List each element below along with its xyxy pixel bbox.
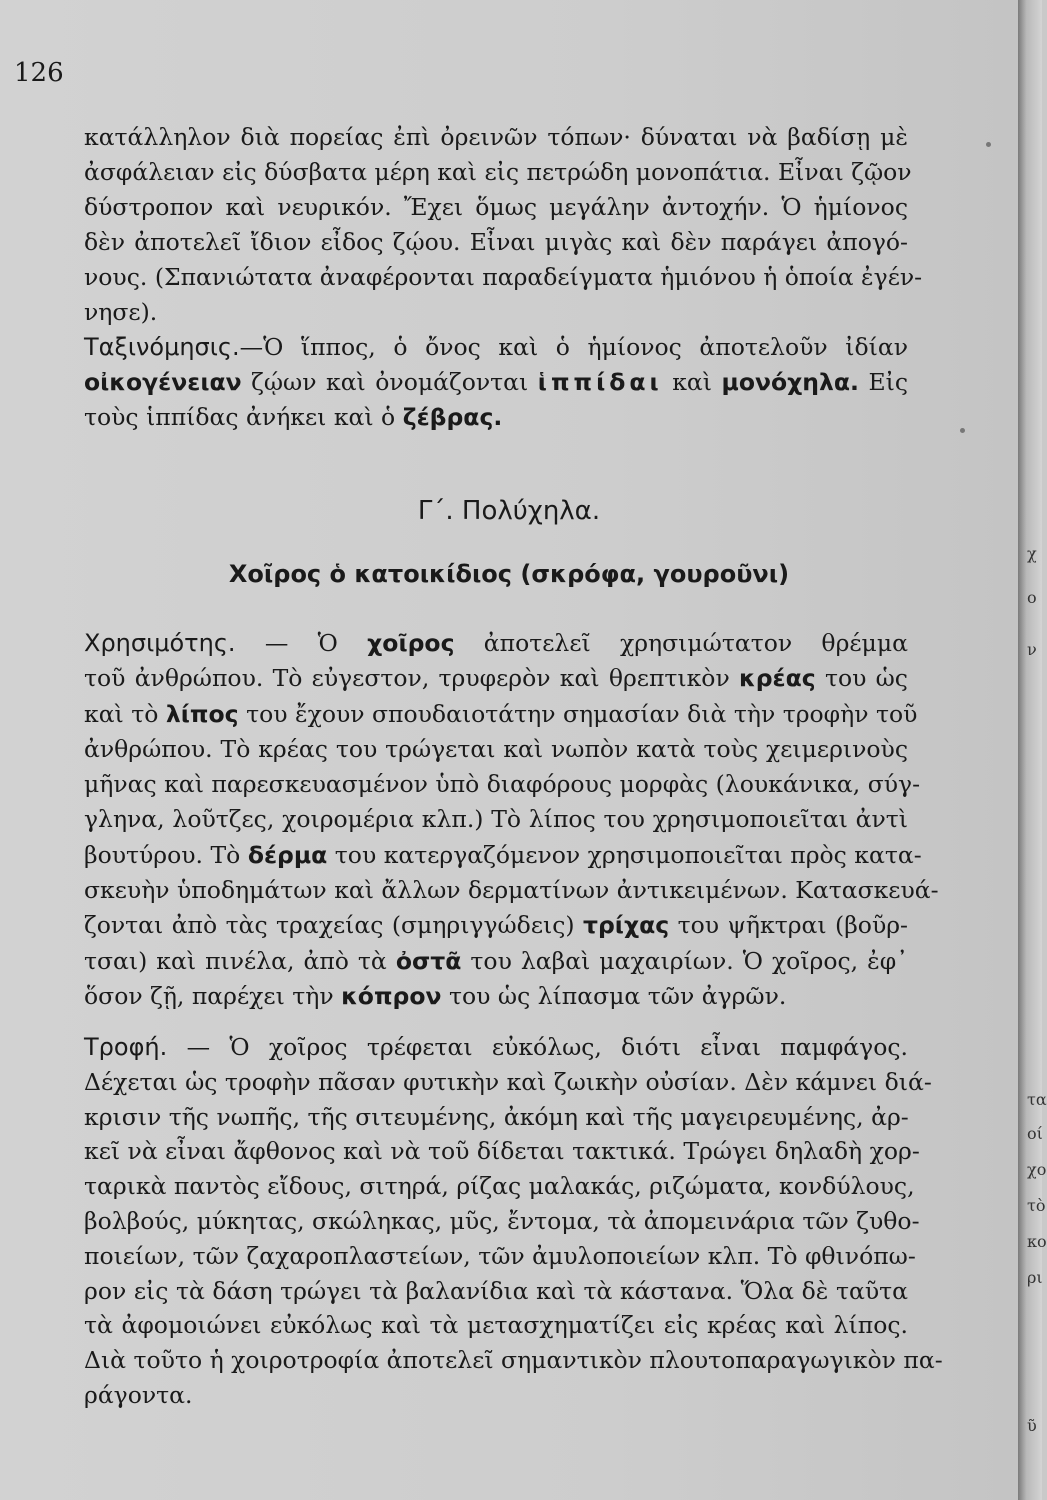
usefulness-line-11 <box>84 979 908 1014</box>
taxonomy-line-2 <box>84 365 908 400</box>
speck <box>960 428 965 433</box>
text-line: ταρικὰ παντὸς εἴδους, σιτηρά, ρίζας μαλακάς, ριζώματα, κονδύλους, <box>84 1172 915 1201</box>
text-fragment: Ὁ ἵππος, ὁ ὄνος καὶ ὁ ἡμίονος ἀποτελοῦν ἰδίαν <box>263 333 908 361</box>
text-line: κρισιν τῆς νωπῆς, τῆς σιτευμένης, ἀκόμη καὶ τῆς μαγειρευμένης, ἀρ- <box>84 1102 909 1131</box>
text-line: δύστροπον καὶ νευρικόν. Ἔχει ὅμως μεγάλην ἀντοχήν. Ὁ ἡμίονος <box>84 193 908 221</box>
text-line: κατάλληλον διὰ πορείας ἐπὶ ὀρεινῶν τόπων· δύναται νὰ βαδίσῃ μὲ <box>84 123 908 151</box>
term-meat: κρέας <box>739 664 816 693</box>
text-fragment: ἀποτελεῖ χρησιμώτατον θρέμμα <box>483 629 908 657</box>
text-fragment: του λαβαὶ μαχαιρίων. Ὁ χοῖρος, ἐφ᾽ <box>470 946 908 975</box>
usefulness-line-2 <box>84 661 908 696</box>
text-fragment: Ὁ <box>317 629 338 657</box>
text-line: κεῖ νὰ εἶναι ἄφθονος καὶ νὰ τοῦ δίδεται τακτικά. Τρώγει δηλαδὴ χορ- <box>84 1137 920 1166</box>
text-block-food <box>84 1030 943 1413</box>
text-fragment: βουτύρου. Τὸ <box>84 840 241 869</box>
term-fat: λίπος <box>165 699 239 728</box>
usefulness-line-7 <box>84 838 922 873</box>
usefulness-line-3 <box>84 697 918 732</box>
margin-fragment: ο <box>1027 588 1037 607</box>
dash: — <box>264 629 289 657</box>
term-zebra: ζέβρας. <box>402 403 503 431</box>
text-line: ἀνθρώπου. Τὸ κρέας του τρώγεται καὶ νωπὸν κατὰ τοὺς χειμερινοὺς <box>84 734 908 763</box>
text-block-usefulness <box>84 626 939 1014</box>
margin-fragment: κο <box>1027 1232 1047 1251</box>
margin-fragment: τα <box>1027 1090 1047 1109</box>
text-fragment: ζονται ἀπὸ τὰς τραχείας (σμηριγγώδεις) <box>84 911 575 940</box>
text-fragment: του ἔχουν σπουδαιοτάτην σημασίαν διὰ τὴν τροφὴν τοῦ <box>246 699 918 728</box>
text-line: γληνα, λοῦτζες, χοιρομέρια κλπ.) Τὸ λίπος του χρησιμοποιεῖται ἀντὶ <box>84 805 908 834</box>
text-line: δὲν ἀποτελεῖ ἴδιον εἶδος ζῴου. Εἶναι μιγὰς καὶ δὲν παράγει ἀπογό- <box>84 228 908 256</box>
text-line: ράγοντα. <box>84 1380 193 1409</box>
text-line: ρον εἰς τὰ δάση τρώγει τὰ βαλανίδια καὶ τὰ κάστανα. Ὅλα δὲ ταῦτα <box>84 1276 908 1305</box>
term-skin: δέρμα <box>247 840 328 869</box>
text-fragment: του ψῆκτραι (βοῦρ- <box>677 911 908 940</box>
text-fragment: ὅσον ζῇ, παρέχει τὴν <box>84 981 334 1010</box>
chapter-title: Χοῖρος ὁ κατοικίδιος (σκρόφα, γουροῦνι) <box>228 560 790 588</box>
term-bones: ὀστᾶ <box>395 946 462 975</box>
text-fragment: Εἰς <box>868 368 908 396</box>
term-monochela: μονόχηλα. <box>721 368 859 396</box>
text-fragment: του ὡς λίπασμα τῶν ἀγρῶν. <box>449 981 787 1010</box>
margin-fragment: ρι <box>1027 1268 1043 1287</box>
text-line: τὰ ἀφομοιώνει εὐκόλως καὶ τὰ μετασχηματίζει εἰς κρέας καὶ λίπος. <box>84 1311 908 1340</box>
term-manure: κόπρον <box>341 981 442 1010</box>
text-fragment: καὶ τὸ <box>84 699 159 728</box>
term-hippids: ἱππίδαι <box>537 368 663 396</box>
text-block-mule <box>84 120 923 435</box>
usefulness-line-9 <box>84 908 908 943</box>
term-pig: χοῖρος <box>367 629 455 657</box>
text-fragment: ζῴων καὶ ὀνομάζονται <box>251 368 529 396</box>
term-bristles: τρίχας <box>582 911 670 940</box>
text-line: νησε). <box>84 298 158 326</box>
taxonomy-heading: Ταξινόμησις. <box>84 333 240 361</box>
text-fragment: του κατεργαζόμενον χρησιμοποιεῖται πρὸς κατα- <box>334 840 922 869</box>
margin-fragment: χο <box>1027 1160 1047 1179</box>
dash: — <box>239 333 264 361</box>
text-fragment: τοῦ ἀνθρώπου. Τὸ εὐγεστον, τρυφερὸν καὶ θρεπτικὸν <box>84 664 730 693</box>
text-line: Διὰ τοῦτο ἡ χοιροτροφία ἀποτελεῖ σημαντικὸν πλουτοπαραγωγικὸν πα- <box>84 1346 943 1375</box>
dash: — <box>186 1033 211 1061</box>
text-line: νους. (Σπανιώτατα ἀναφέρονται παραδείγματα ἡμιόνου ἡ ὁποία ἐγέν- <box>84 263 923 291</box>
text-fragment: τσαι) καὶ πινέλα, ἀπὸ τὰ <box>84 946 387 975</box>
margin-fragment: οί <box>1027 1124 1043 1143</box>
term-family: οἰκογένειαν <box>84 368 242 396</box>
text-line: Δέχεται ὡς τροφὴν πᾶσαν φυτικὴν καὶ ζωικὴν οὐσίαν. Δὲν κάμνει διά- <box>84 1067 932 1096</box>
text-line: σκευὴν ὑποδημάτων καὶ ἄλλων δερματίνων ἀντικειμένων. Κατασκευά- <box>84 876 939 905</box>
usefulness-line-1 <box>84 626 908 661</box>
margin-fragment: χ <box>1027 544 1037 563</box>
section-heading: Γ΄. Πολύχηλα. <box>417 496 601 526</box>
taxonomy-line-3 <box>84 400 908 435</box>
text-line: βολβούς, μύκητας, σκώληκας, μῦς, ἔντομα, τὰ ἀπομεινάρια τῶν ζυθο- <box>84 1206 920 1235</box>
food-heading: Τροφή. <box>84 1033 168 1061</box>
usefulness-heading: Χρησιμότης. <box>84 629 236 657</box>
text-fragment: καὶ <box>672 368 713 396</box>
margin-fragment: τὸ <box>1027 1196 1046 1215</box>
text-line: ἀσφάλειαν εἰς δύσβατα μέρη καὶ εἰς πετρώδη μονοπάτια. Εἶναι ζῷον <box>84 158 912 186</box>
text-fragment: Ὁ χοῖρος τρέφεται εὐκόλως, διότι εἶναι παμφάγος. <box>229 1033 908 1061</box>
margin-fragment: ν <box>1027 640 1037 659</box>
text-line: ποιείων, τῶν ζαχαροπλαστείων, τῶν ἀμυλοποιείων κλπ. Τὸ φθινόπω- <box>84 1241 916 1270</box>
page-number: 126 <box>14 58 64 88</box>
text-line: μῆνας καὶ παρεσκευασμένον ὑπὸ διαφόρους μορφὰς (λουκάνικα, σύγ- <box>84 770 921 799</box>
speck <box>986 142 991 147</box>
margin-fragment: ῦ <box>1027 1416 1037 1435</box>
text-fragment: τοὺς ἱππίδας ἀνήκει καὶ ὁ <box>84 403 396 431</box>
text-fragment: του ὡς <box>824 664 908 693</box>
taxonomy-line-1 <box>84 330 908 365</box>
usefulness-line-10 <box>84 944 908 979</box>
food-line-1 <box>84 1030 908 1065</box>
